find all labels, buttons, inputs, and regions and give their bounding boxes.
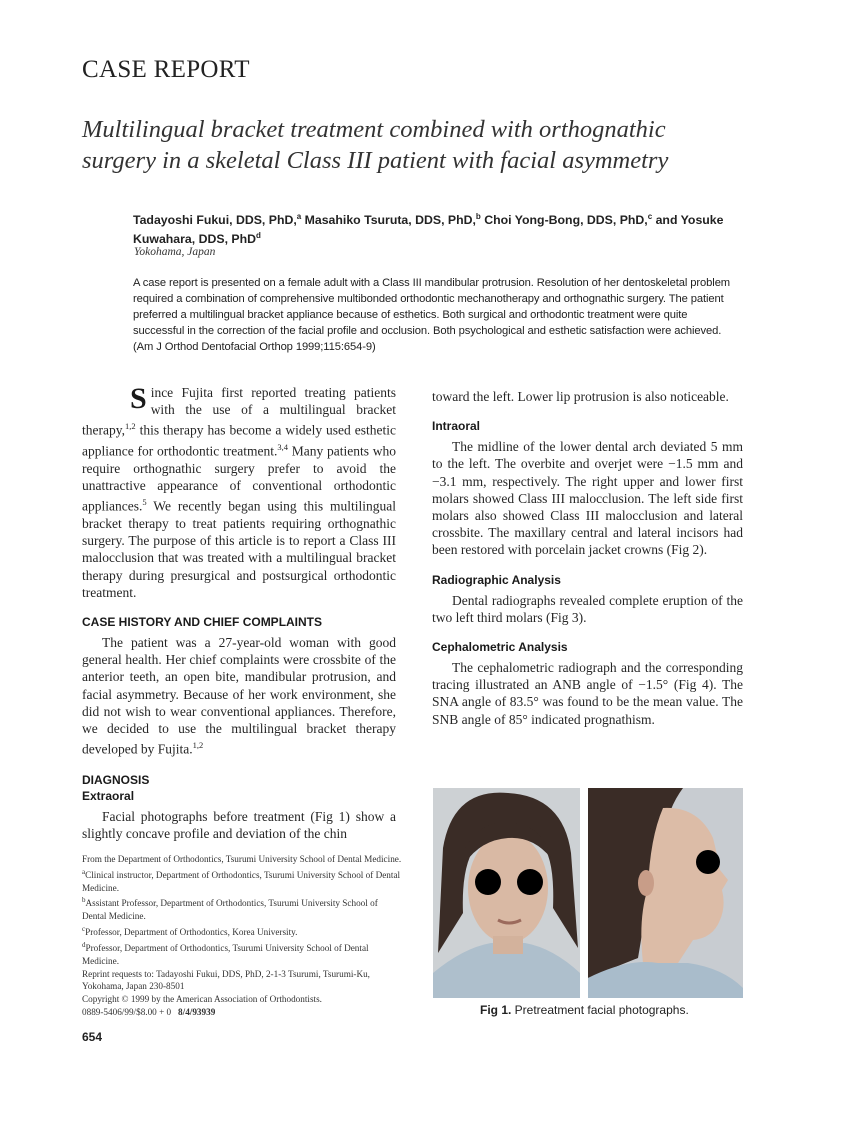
author-1-affil: a (296, 212, 302, 221)
radiographic-heading: Radiographic Analysis (432, 572, 561, 587)
footnote-a (82, 866, 402, 895)
footnote-c (82, 923, 402, 939)
author-2: Masahiko Tsuruta, DDS, PhD, (301, 213, 476, 228)
figure-caption-text: Pretreatment facial photographs. (511, 1003, 689, 1017)
intro-paragraph (82, 384, 396, 601)
author-4-affil: d (256, 231, 261, 241)
history-paragraph (82, 634, 396, 758)
figure-caption (480, 1003, 689, 1017)
intro-text-a: ince Fujita first reported treating patients with the use of a multilingual bracket therapy, (82, 385, 396, 438)
citation: 3,4 (277, 442, 288, 453)
footnote-marker: c (82, 925, 86, 934)
footnote-d (82, 939, 402, 968)
cephalometric-paragraph: The cephalometric radiograph and the corresponding tracing illustrated an ANB angle of −1.5° (Fig 4). The SNA angle of 83.5° was found to be the mean value. The SNB angle of 85° indicated prognathism. (432, 660, 743, 727)
extraoral-heading: Extraoral (82, 788, 135, 803)
history-heading: CASE HISTORY AND CHIEF COMPLAINTS (82, 614, 323, 629)
article-title (82, 114, 782, 176)
diagnosis-heading: DIAGNOSIS (82, 772, 150, 787)
profile-facial-photo (588, 788, 743, 998)
history-text: The patient was a 27-year-old woman with good general health. Her chief complaints were crossbite of the anterior teeth, an open bite, mandibular protrusion, and facial asymmetry. Because of her work environment, she did not wish to wear conventional appliances. Therefore, we decided to use the multilingual bracket therapy developed by Fujita. (82, 634, 396, 757)
footnote-reprint: Reprint requests to: Tadayoshi Fukui, DDS, PhD, 2-1-3 Tsurumi, Tsurumi-Ku, Yokohama, Japan 230-8501 (82, 968, 370, 992)
footnotes (82, 853, 402, 1019)
frontal-photo-illustration (433, 788, 580, 998)
intro-text-d: We recently began using this multilingual bracket therapy to treat patients requiring orthognathic surgery. The purpose of this article is to report a Class III malocclusion that was treated with a multilingual bracket therapy during presurgical and postsurgical orthodontic treatment. (82, 498, 396, 600)
author-4: and Yosuke Kuwahara, DDS, PhD (133, 213, 724, 247)
footnote-copyright: Copyright © 1999 by the American Association of Orthodontists. (82, 994, 322, 1005)
title-line-1: Multilingual bracket treatment combined with orthognathic (82, 116, 666, 143)
intraoral-heading: Intraoral (432, 419, 481, 434)
footnote-d-text: Professor, Department of Orthodontics, Tsurumi University School of Dental Medicine. (82, 943, 369, 966)
extraoral-paragraph: Facial photographs before treatment (Fig 1) show a slightly concave profile and deviation of the chin (82, 808, 396, 842)
drop-cap: S (130, 382, 147, 415)
citation: 1,2 (124, 421, 136, 432)
citation: 5 (142, 497, 147, 508)
abstract: A case report is presented on a female adult with a Class III mandibular protrusion. Resolution of her dentoskeletal problem required a combination of comprehensive multibonded orthodontic mechanotherapy and orthognathic surgery. The patient preferred a multilingual bracket appliance because of esthetics. Both surgical and orthodontic treatment were quite successful in the correction of the facial profile and occlusion. Both psychological and esthetic satisfaction were achieved. (Am J Orthod Dentofacial Orthop 1999;115:654-9) (133, 277, 731, 353)
author-3-affil: c (647, 212, 653, 221)
cephalometric-heading: Cephalometric Analysis (432, 640, 568, 655)
footnote-marker: a (82, 867, 86, 876)
citation: 1,2 (192, 740, 204, 751)
profile-photo-illustration (588, 788, 743, 998)
intro-text-c: Many patients who require orthognathic surgery prefer to avoid the unattractive appearance of conventional orthodontic appliances. (82, 443, 396, 514)
author-3: Choi Yong-Bong, DDS, PhD, (480, 213, 648, 228)
left-column (82, 384, 396, 842)
footnote-b (82, 894, 402, 923)
section-label: CASE REPORT (82, 56, 250, 83)
extraoral-continued: toward the left. Lower lip protrusion is also noticeable. (432, 389, 729, 404)
article-code: 0889-5406/99/$8.00 + 0 (82, 1007, 172, 1018)
intraoral-paragraph: The midline of the lower dental arch deviated 5 mm to the left. The overbite and overjet were −1.5 mm and −3.1 mm, respectively. The right upper and lower first molars showed Class III malocclusion. The left side first molars also showed Class III malocclusion and lateral crossbite. The maxillary central and lateral incisors had been restored with porcelain jacket crowns (Fig 2). (432, 439, 743, 558)
author-1: Tadayoshi Fukui, DDS, PhD, (133, 213, 297, 228)
footnote-department: From the Department of Orthodontics, Tsurumi University School of Dental Medicine. (82, 854, 402, 864)
figure-label: Fig 1. (480, 1003, 512, 1017)
article-code-bold: 8/4/93939 (178, 1007, 216, 1018)
footnote-c-text: Professor, Department of Orthodontics, Korea University. (85, 927, 298, 938)
author-list (133, 209, 753, 247)
right-column (432, 388, 743, 728)
footnote-b-text: Assistant Professor, Department of Orthodontics, Tsurumi University School of Dental Medicine. (82, 898, 378, 922)
footnote-a-text: Clinical instructor, Department of Orthodontics, Tsurumi University School of Dental Medicine. (82, 869, 401, 893)
footnote-marker: d (82, 940, 86, 949)
footnote-code (82, 1006, 402, 1019)
radiographic-paragraph: Dental radiographs revealed complete eruption of the two left third molars (Fig 3). (432, 592, 743, 625)
intro-text-b: this therapy has become a widely used esthetic appliance for orthodontic treatment. (82, 422, 396, 459)
author-2-affil: b (475, 212, 481, 221)
frontal-facial-photo (433, 788, 580, 998)
footnote-marker: b (82, 896, 86, 905)
author-location: Yokohama, Japan (134, 246, 216, 258)
title-line-2: surgery in a skeletal Class III patient with facial asymmetry (82, 147, 669, 174)
page-number: 654 (82, 1030, 103, 1044)
